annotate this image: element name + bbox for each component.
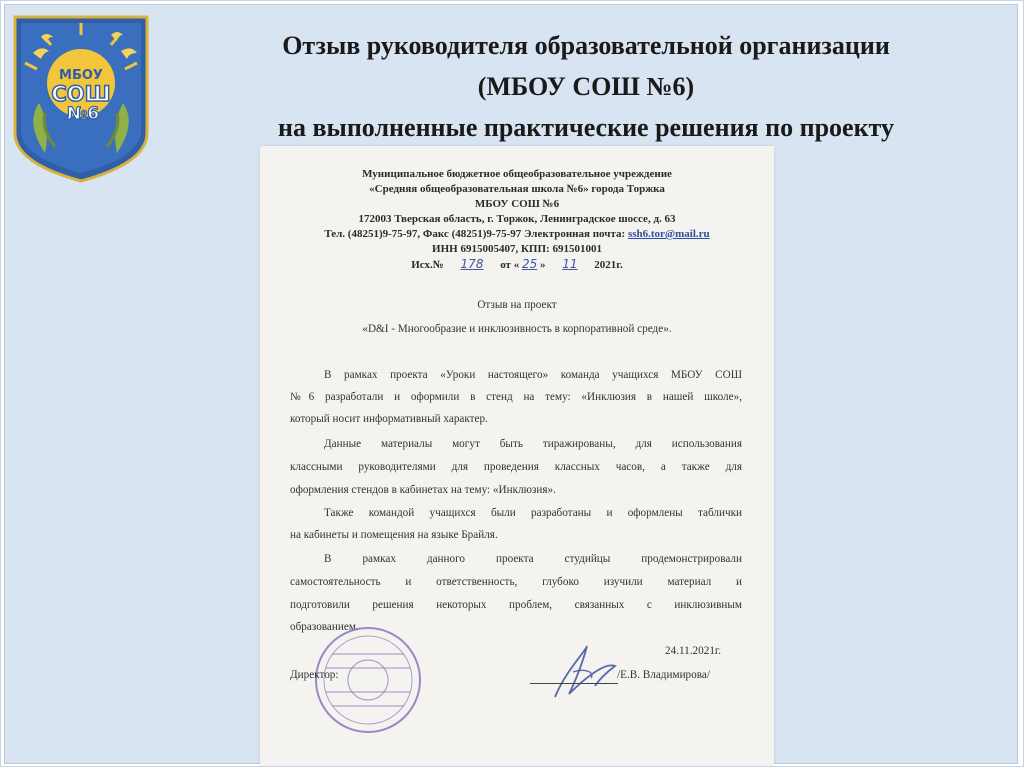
ref-month: 11 (562, 257, 578, 271)
org-name-line-1: Муниципальное бюджетное общеобразовательное учреждение (362, 168, 672, 180)
emblem-line2: СОШ (51, 82, 111, 106)
paragraph-1-line-1: В рамках проекта «Уроки настоящего» команда учащихся МБОУ СОШ (324, 369, 742, 381)
slide-title (155, 25, 1017, 148)
org-address: 172003 Тверская область, г. Торжок, Ленинградское шоссе, д. 63 (358, 213, 676, 225)
paragraph-4-line-1: В рамках данного проекта студийцы продемонстрировали (324, 553, 742, 565)
paragraph-2-line-1: Данные материалы могут быть тиражированы, для использования (324, 438, 742, 450)
paragraph-1-line-3: который носит информативный характер. (290, 413, 488, 425)
paragraph-1-line-2: №6 разработали и оформили в стенд на тему: «Инклюзия в нашей школе», (290, 391, 742, 403)
ref-from: от « (500, 259, 520, 271)
ref-year: 2021г. (594, 259, 623, 271)
project-name: «D&I - Многообразие и инклюзивность в корпоративной среде». (362, 323, 672, 335)
org-contacts (260, 228, 774, 240)
title-line-3: на выполненные практические решения по проекту (278, 113, 894, 142)
slide (4, 4, 1018, 764)
emblem-line3: №6 (66, 104, 100, 124)
review-title: Отзыв на проект (477, 299, 557, 311)
ref-day: 25 (521, 257, 538, 271)
ref-prefix: Исх.№ (411, 259, 444, 271)
title-line-2: (МБОУ СОШ №6) (477, 72, 695, 101)
paragraph-4-line-4: образованием. (290, 621, 359, 633)
director-name: /Е.В. Владимирова/ (617, 669, 710, 681)
paragraph-2-line-3: оформления стендов в кабинетах на тему: «Инклюзия». (290, 484, 556, 496)
signature-line (530, 683, 618, 684)
school-emblem-icon (11, 13, 151, 185)
paragraph-4-line-2: самостоятельность и ответственность, глубоко изучили материал и (290, 576, 742, 588)
org-short-name: МБОУ СОШ №6 (474, 198, 560, 210)
email-link[interactable]: ssh6.tor@mail.ru (627, 228, 710, 240)
paragraph-3-line-2: на кабинеты и помещения на языке Брайля. (290, 529, 498, 541)
paragraph-2-line-2: классными руководителями для проведения классных часов, а также для (290, 461, 742, 473)
paragraph-4-line-3: подготовили решения некоторых проблем, связанных с инклюзивным (290, 599, 742, 611)
outgoing-reference (260, 257, 774, 271)
ref-number: 178 (460, 257, 484, 271)
title-line-1: Отзыв руководителя образовательной организации (282, 31, 890, 60)
contacts-text: Тел. (48251)9-75-97, Факс (48251)9-75-97 Электронная почта: (324, 228, 626, 240)
scanned-document (260, 146, 774, 765)
emblem-line1: МБОУ (59, 68, 103, 83)
paragraph-3-line-1: Также командой учащихся были разработаны и оформлены таблички (324, 507, 742, 519)
org-name-line-2: «Средняя общеобразовательная школа №6» города Торжка (369, 183, 665, 195)
document-date: 24.11.2021г. (665, 645, 722, 657)
org-inn: ИНН 6915005407, КПП: 691501001 (432, 243, 602, 255)
director-label: Директор: (290, 669, 339, 681)
ref-sep: » (540, 259, 546, 271)
